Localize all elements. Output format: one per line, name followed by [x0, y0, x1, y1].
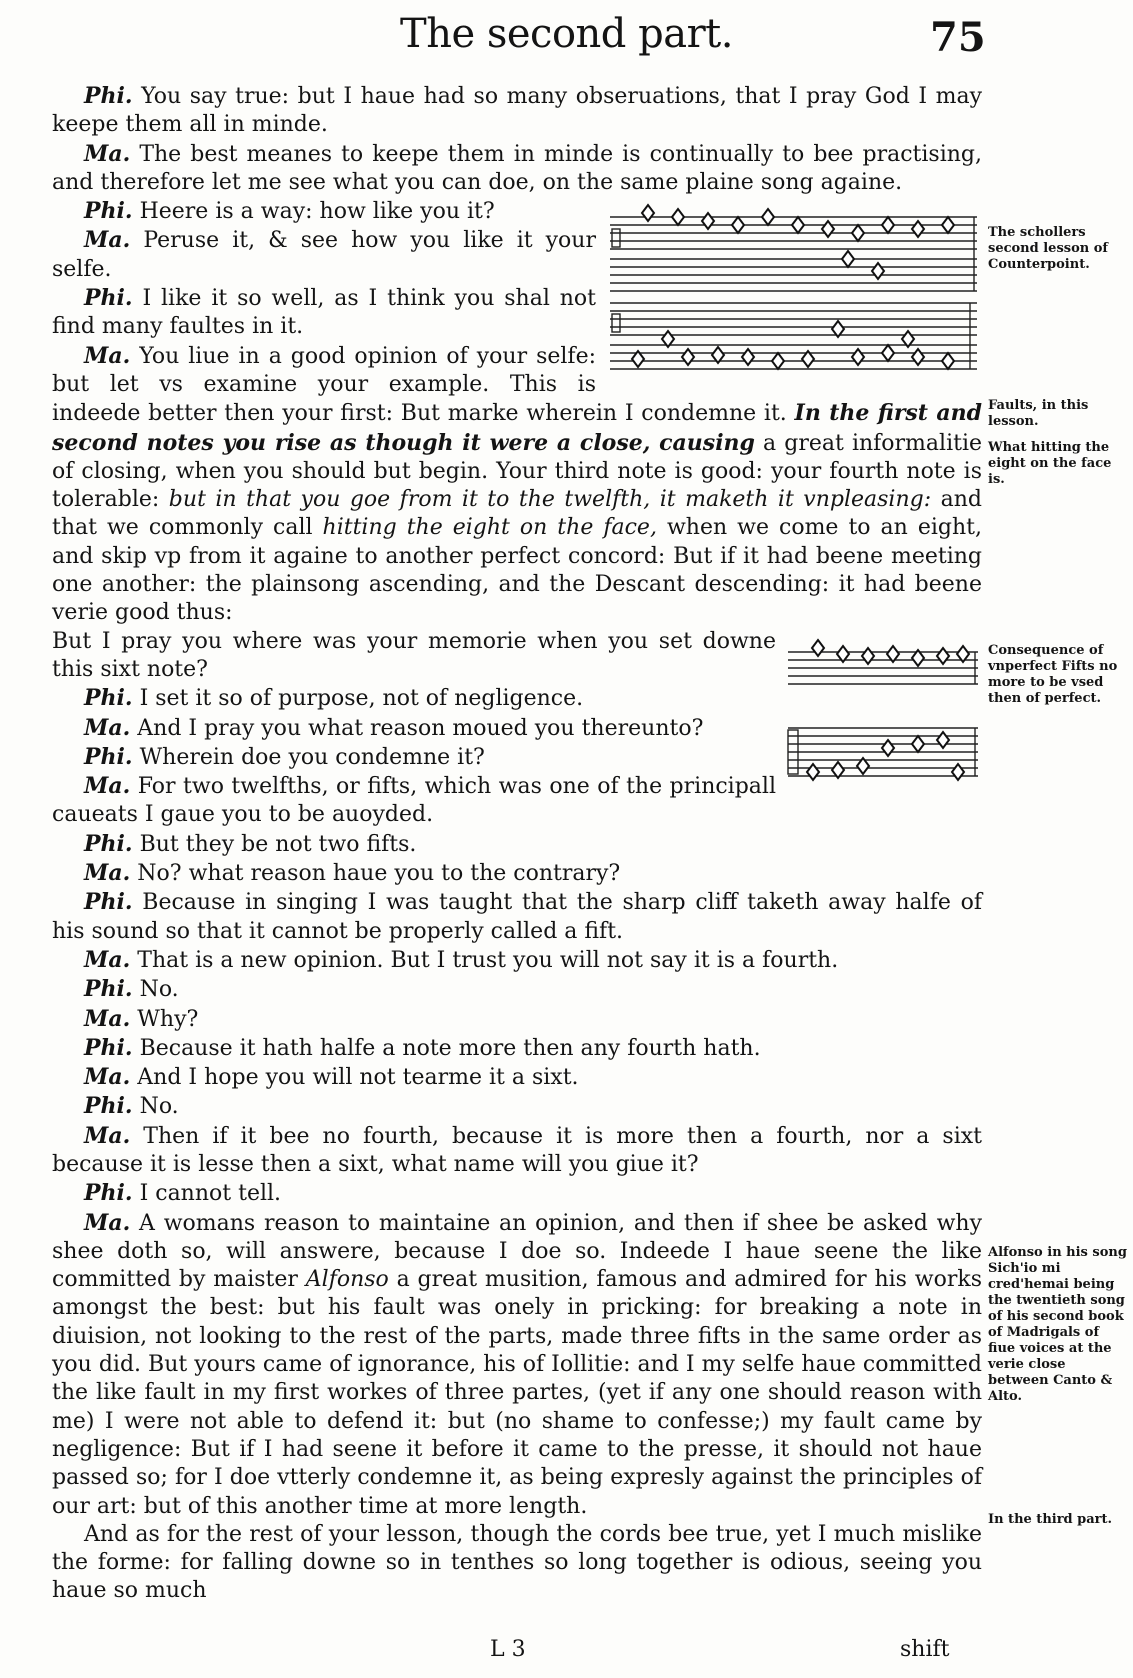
margin-note: The schollers second lesson of Counterpoint.	[988, 225, 1109, 272]
speaker-label: Phi.	[84, 1034, 133, 1061]
speaker-label: Ma.	[84, 714, 131, 741]
speaker-label: Ma.	[84, 1209, 131, 1236]
dialogue-line	[52, 859, 982, 888]
speaker-label: Ma.	[84, 342, 131, 369]
speech-text: No.	[139, 977, 179, 1003]
speech-text: Because it hath halfe a note more then any fourth hath.	[139, 1035, 761, 1061]
dialogue-line	[52, 946, 982, 975]
page-number: 75	[930, 14, 986, 61]
dialogue-line	[52, 1005, 982, 1034]
paragraph	[52, 1521, 982, 1606]
speech-text: No.	[139, 1094, 179, 1120]
music-example-2	[782, 632, 982, 802]
speech-text: I like it so well, as I think you shal not find many faultes in it.	[52, 286, 596, 340]
speaker-label: Ma.	[84, 227, 131, 254]
speaker-label: Ma.	[84, 1064, 131, 1091]
speaker-label: Phi.	[84, 889, 133, 916]
speech-text: The best meanes to keepe them in minde is continually to bee practising, and therefore let me see what you can doe, on the same plaine song againe.	[52, 141, 982, 195]
dialogue-line	[52, 1063, 982, 1092]
paragraph	[52, 82, 982, 140]
speaker-label: Phi.	[84, 976, 133, 1003]
body-text	[52, 82, 982, 1606]
dialogue-line	[52, 888, 982, 946]
music-example-1	[602, 199, 982, 379]
speech-text: But I pray you where was your memorie when you set downe this sixt note?	[52, 628, 776, 682]
speech-text: Because in singing I was taught that the sharp cliff taketh away halfe of his sound so that it cannot be properly called a fift.	[52, 890, 982, 944]
speaker-label: Phi.	[84, 1093, 133, 1120]
dialogue-line	[52, 1179, 982, 1208]
speech-text: a great musition, famous and admired for his works amongst the best: but his fault was onely in pricking: for breaking a note in diuision, not looking to the rest of the parts, made three fifts in the same order as you did. But yours came of ignorance, his of Iollitie: and I my selfe haue committed the like fault in my first workes of three partes, (yet if any one should reason with me) I were not able to defend it: but (no shame to confesse;) my fault came by negligence: But if I had seene it before it came to the presse, it should not haue passed so; for I doe vtterly condemne it, as being expresly against the principles of our art: but of this another time at more length.	[52, 1267, 983, 1519]
speaker-label: Phi.	[84, 285, 133, 312]
speech-text: I set it so of purpose, not of negligence.	[139, 686, 584, 712]
italic-text: but in that you goe from it to the twelfth, it maketh it vnpleasing:	[159, 487, 932, 513]
speech-text: I cannot tell.	[139, 1181, 282, 1207]
paragraph	[52, 140, 982, 198]
dialogue-line	[52, 1092, 982, 1121]
speech-text: And I hope you will not tearme it a sixt.	[137, 1065, 579, 1091]
speaker-label: Ma.	[84, 860, 131, 887]
italic-text: In the first and second notes you rise as though it were a close, causing	[52, 400, 983, 456]
margin-note: Faults, in this lesson.	[988, 398, 1089, 429]
staff-notation-1	[602, 199, 982, 379]
italic-name: Alfonso	[305, 1267, 389, 1293]
margin-note: In the third part.	[988, 1512, 1113, 1527]
speaker-label: Ma.	[84, 773, 131, 800]
speaker-label: Ma.	[84, 1122, 131, 1149]
speech-text: A womans reason to maintaine an opinion, and then if shee be asked why shee doth so, will answere, because I doe so. Indeede I haue seene the like committed by maister	[52, 1210, 982, 1293]
speech-text: a great informalitie of closing, when you should but begin. Your third note is good: your fourth note is tolerable:	[52, 430, 983, 513]
speech-text: No? what reason haue you to the contrary?	[137, 861, 621, 887]
dialogue-line	[52, 830, 982, 859]
speaker-label: Phi.	[84, 1180, 133, 1207]
speech-text: Wherein doe you condemne it?	[139, 744, 485, 770]
margin-note: Consequence of vnperfect Fifts no more to be vsed then of perfect.	[988, 643, 1118, 706]
running-head: The second part.	[400, 11, 733, 57]
dialogue-line	[52, 975, 982, 1004]
paragraph	[52, 1209, 982, 1521]
catchword: shift	[900, 1637, 950, 1662]
speech-text: Peruse it, & see how you like it your selfe.	[52, 228, 596, 282]
paragraph	[52, 342, 982, 628]
speech-text: Why?	[137, 1006, 199, 1032]
speaker-label: Phi.	[84, 830, 133, 857]
margin-note: What hitting the eight on the face is.	[988, 440, 1112, 487]
speaker-label: Phi.	[84, 198, 133, 225]
speaker-label: Phi.	[84, 685, 133, 712]
speech-text: That is a new opinion. But I trust you will not say it is a fourth.	[137, 947, 839, 973]
speaker-label: Phi.	[84, 83, 133, 109]
speech-text: For two twelfths, or fifts, which was one of the principall caueats I gaue you to be auoyded.	[52, 774, 776, 828]
speech-text: You say true: but I haue had so many obseruations, that I pray God I may keepe them all in minde.	[52, 84, 983, 138]
italic-text: hitting the eight on the face,	[312, 515, 657, 541]
margin-note: Alfonso in his song Sich'io mi cred'hemai being the twentieth song of his second book of Madrigals of fiue voices at the verie close between Canto & Alto.	[988, 1245, 1127, 1404]
speech-text: when we come to an eight, and skip vp from it againe to another perfect concord: But if it had beene meeting one another: the plainsong ascending, and the Descant descending: it had beene verie good thus:	[52, 515, 982, 626]
signature-mark: L 3	[490, 1637, 526, 1662]
speaker-label: Ma.	[84, 140, 131, 167]
speech-text: and that we commonly call	[52, 487, 982, 541]
speech-text: And as for the rest of your lesson, though the cords bee true, yet I much mislike the forme: for falling downe so in tenthes so long together is odious, seeing you haue so much	[52, 1521, 982, 1604]
staff-notation-2	[782, 632, 982, 802]
speaker-label: Ma.	[84, 1005, 131, 1032]
dialogue-line	[52, 1034, 982, 1063]
dialogue-line	[52, 1122, 982, 1180]
speech-text: But they be not two fifts.	[139, 831, 417, 857]
speech-text: And I pray you what reason moued you thereunto?	[137, 715, 704, 741]
speech-text: Heere is a way: how like you it?	[139, 199, 495, 225]
speech-text: You liue in a good opinion of your selfe: but let vs examine your example. This is indeede better then your first: But marke wherein I condemne it.	[52, 343, 787, 427]
speaker-label: Phi.	[84, 743, 133, 770]
speech-text: Then if it bee no fourth, because it is more then a fourth, nor a sixt because it is lesse then a sixt, what name will you giue it?	[52, 1123, 982, 1177]
speaker-label: Ma.	[84, 946, 131, 973]
